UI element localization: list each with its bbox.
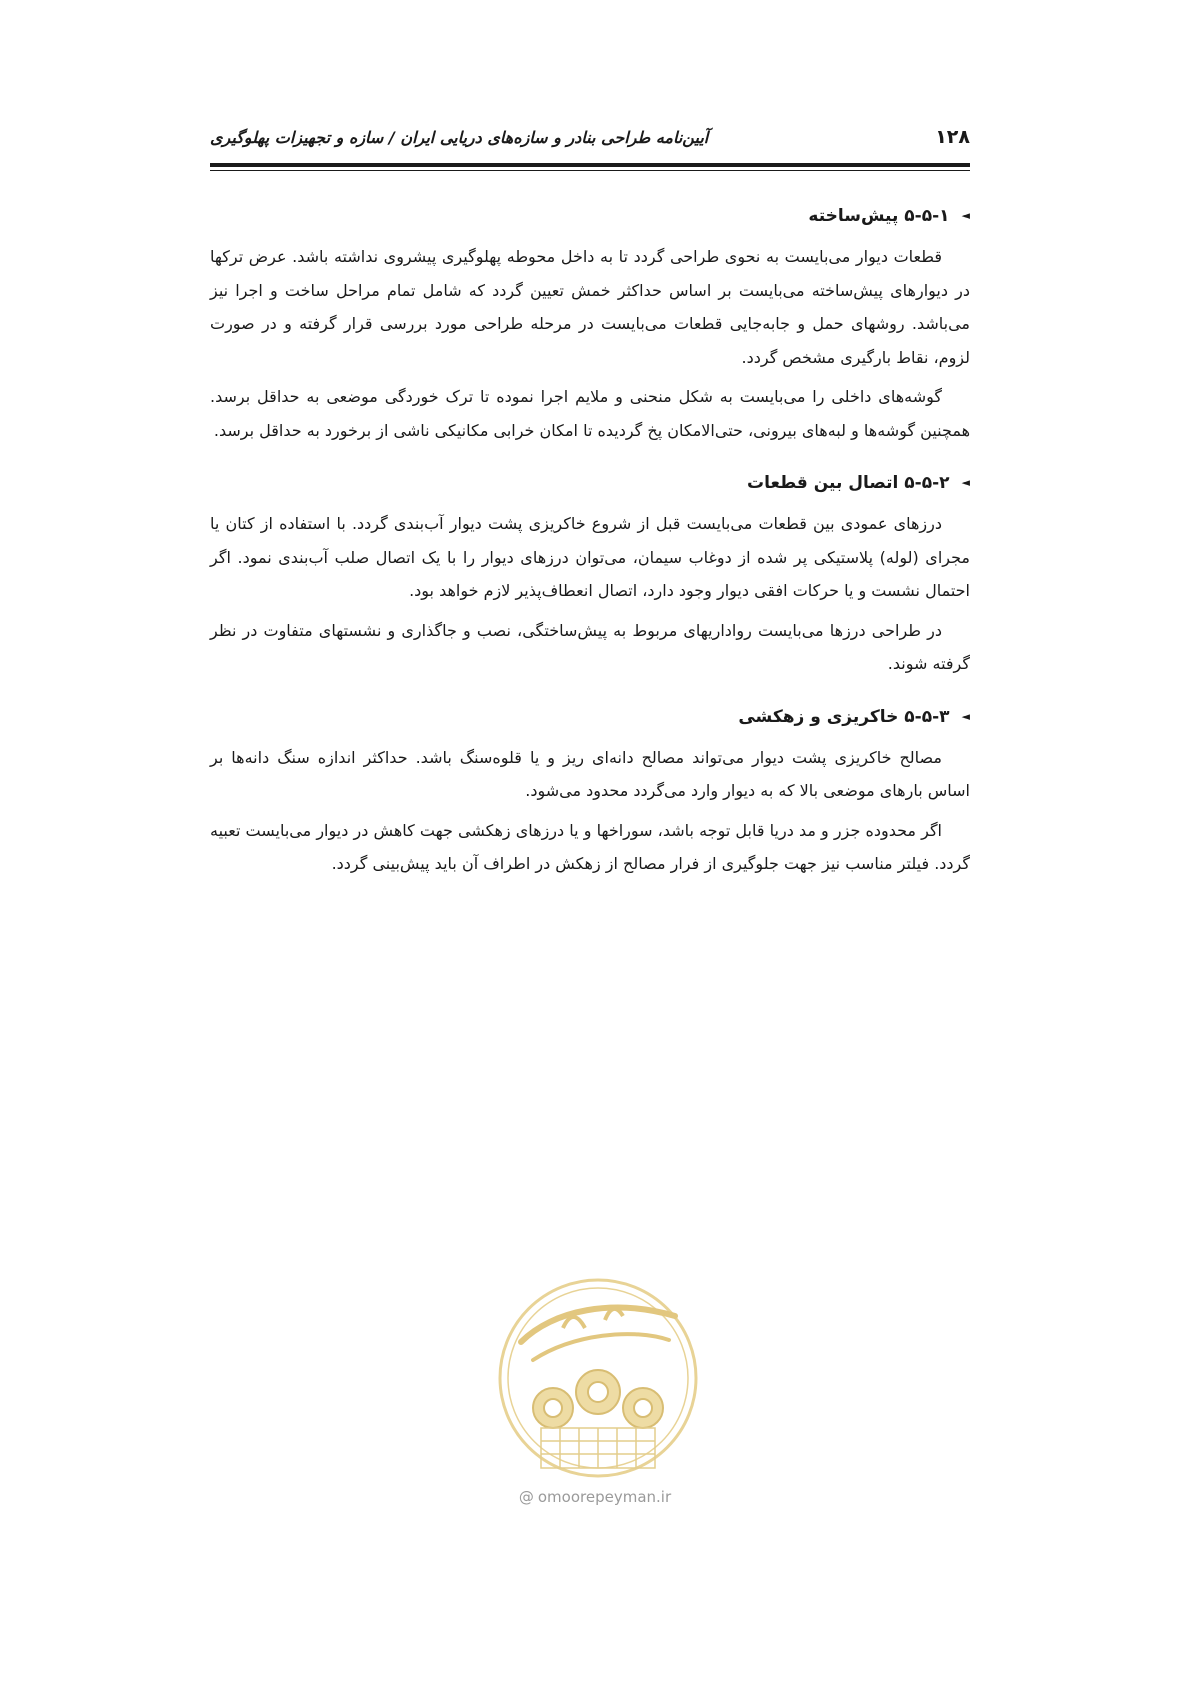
bullet-triangle-icon: ◄ xyxy=(961,709,970,723)
watermark-site xyxy=(470,1488,720,1506)
bullet-triangle-icon: ◄ xyxy=(961,476,970,489)
paragraph: در طراحی درزها می‌بایست رواداریهای مربوط به پیش‌ساختگی، نصب و جاگذاری و نشستهای متفاوت در نظر گرفته شوند. xyxy=(210,620,970,673)
section-title: ۵-۵-۲ اتصال بین قطعات xyxy=(747,473,950,493)
page-header xyxy=(210,126,970,156)
running-title: آیین‌نامه طراحی بنادر و سازه‌های دریایی ایران / سازه و تجهیزات پهلوگیری xyxy=(210,128,709,147)
page-number: ۱۲۸ xyxy=(935,126,970,148)
paragraph: گوشه‌های داخلی را می‌بایست به شکل منحنی و ملایم اجرا نموده تا ترک خوردگی موضعی به حداقل برسد. همچنین گوشه‌ها و لبه‌های بیرونی، حتی‌الامکان پخ گردیده تا امکان خرابی مکانیکی ناشی از برخورد به حداقل برسد. xyxy=(210,387,970,440)
section-title: ۵-۵-۱ پیش‌ساخته xyxy=(808,206,950,226)
header-rule-thick xyxy=(210,163,970,167)
section-heading xyxy=(210,200,970,232)
watermark-url: omoorepeyman.ir xyxy=(537,1488,672,1506)
paragraph: اگر محدوده جزر و مد دریا قابل توجه باشد، سوراخها و یا درزهای زهکشی جهت کاهش در دیوار می‌بایست تعبیه گردد. فیلتر مناسب نیز جهت جلوگیری از فرار مصالح از زهکش در اطراف آن باید پیش‌بینی گردد. xyxy=(210,820,970,873)
paragraph: مصالح خاکریزی پشت دیوار می‌تواند مصالح دانه‌ای ریز و یا قلوه‌سنگ باشد. حداکثر اندازه سنگ دانه‌ها بر اساس بارهای موضعی بالا که به دیوار وارد می‌گردد محدود می‌شود. xyxy=(210,747,970,800)
watermark-logo xyxy=(493,1270,703,1485)
at-symbol-icon: @ xyxy=(518,1488,534,1506)
paragraph: درزهای عمودی بین قطعات می‌بایست قبل از شروع خاکریزی پشت دیوار آب‌بندی گردد. با استفاده از کتان یا مجرای (لوله) پلاستیکی پر شده از دوغاب سیمان، می‌توان درزهای دیوار را با یک اتصال صلب آب‌بندی نمود. اگر احتمال نشست و یا حرکات افقی دیوار وجود دارد، اتصال انعطاف‌پذیر لازم خواهد بود. xyxy=(210,514,970,600)
bullet-triangle-icon: ◄ xyxy=(961,209,970,222)
section-prefabricated xyxy=(210,200,970,447)
section-title: ۵-۵-۳ خاکریزی و زهکشی xyxy=(738,706,950,727)
body-content xyxy=(210,200,970,881)
section-backfill-drainage xyxy=(210,701,970,881)
header-rule-thin xyxy=(210,170,970,171)
section-joints xyxy=(210,467,970,681)
section-heading xyxy=(210,467,970,499)
section-heading xyxy=(210,701,970,733)
paragraph: قطعات دیوار می‌بایست به نحوی طراحی گردد تا به داخل محوطه پهلوگیری پیشروی نداشته باشد. عرض ترکها در دیوارهای پیش‌ساخته می‌بایست بر اساس حداکثر خمش تعیین گردد که شامل تمام مراحل ساخت و اجرا نیز می‌باشد. روشهای حمل و جابه‌جایی قطعات می‌بایست در مرحله طراحی مورد بررسی قرار گرفته و در صورت لزوم، نقاط بارگیری مشخص گردد. xyxy=(210,247,970,367)
